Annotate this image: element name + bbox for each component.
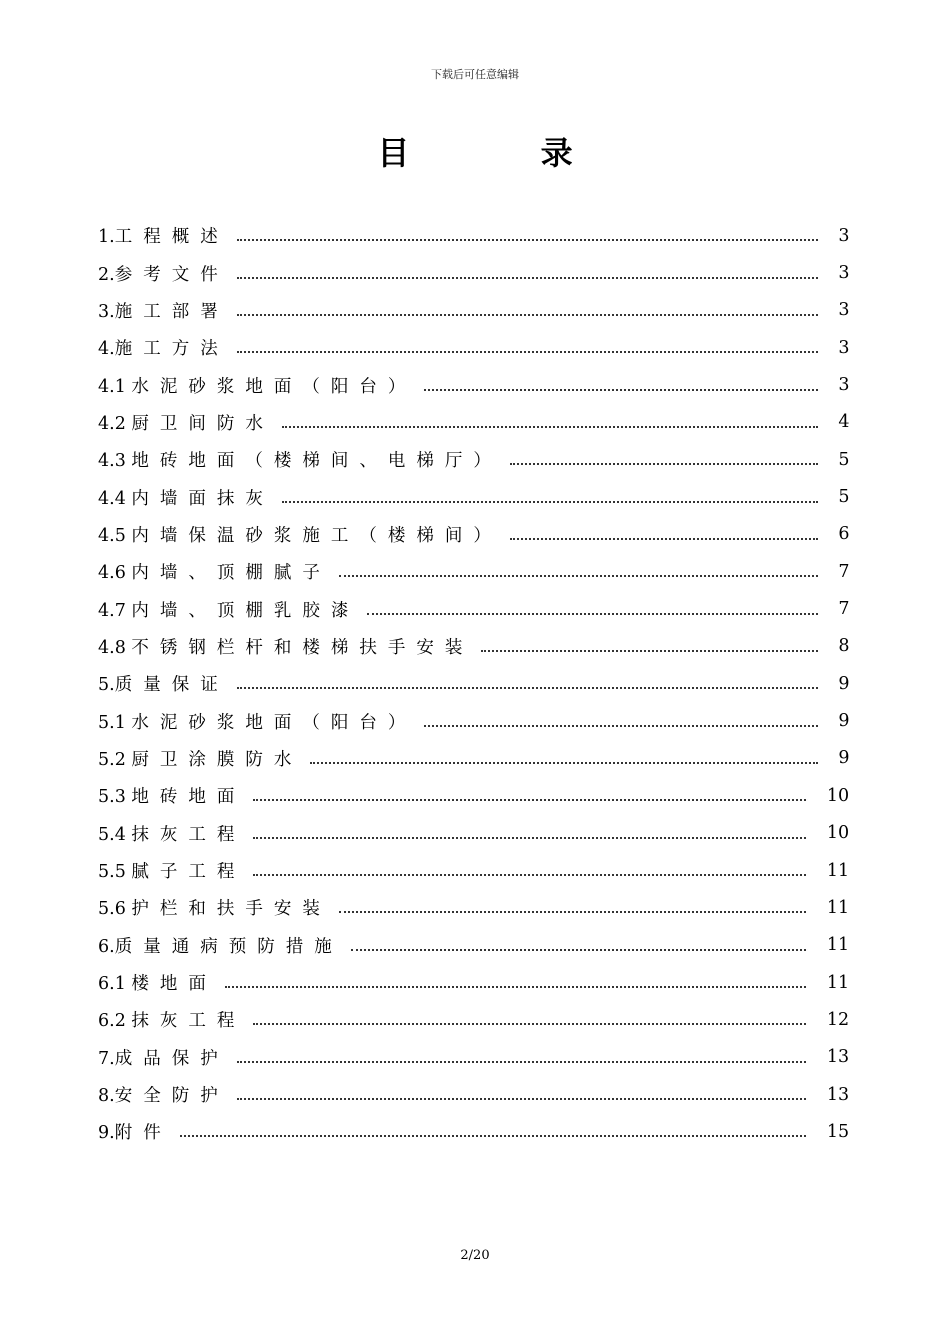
toc-text: 参考文件 [114,264,229,285]
toc-entry[interactable] [98,441,858,478]
toc-entry[interactable] [98,553,858,590]
dot-leader [367,612,818,615]
toc-entry[interactable] [98,927,858,964]
toc-page-number: 12 [826,1009,850,1030]
toc-entry[interactable] [98,404,858,441]
toc-number: 1. [98,227,115,248]
toc-entry[interactable] [98,665,858,702]
toc-label [98,895,331,920]
dot-leader [351,948,806,951]
dot-leader [237,276,818,279]
toc-number: 5.4 [98,824,132,845]
table-of-contents [98,217,858,1151]
toc-label [98,559,331,584]
toc-text: 内墙保温砂浆施工（楼梯间） [131,525,502,546]
toc-page-number: 3 [838,375,850,396]
toc-text: 内墙面抹灰 [131,488,274,509]
toc-number: 4.6 [98,563,132,584]
toc-label [98,373,416,398]
toc-number: 4.5 [98,525,132,546]
dot-leader [510,537,818,540]
toc-text: 施工部署 [114,301,229,322]
toc-page-number: 3 [838,300,850,321]
dot-leader [253,1022,806,1025]
toc-page-number: 11 [826,972,850,993]
toc-number: 5. [98,675,115,696]
toc-page-number: 3 [838,225,850,246]
toc-text: 工程概述 [114,227,229,248]
toc-text: 地砖地面（楼梯间、电梯厅） [131,451,502,472]
toc-text: 内墙、顶棚乳胶漆 [131,600,360,621]
toc-entry[interactable] [98,217,858,254]
toc-text: 护栏和扶手安装 [131,899,331,920]
toc-text: 腻子工程 [131,862,246,883]
toc-page-number: 6 [838,524,850,545]
toc-entry[interactable] [98,777,858,814]
dot-leader [510,462,818,465]
dot-leader [282,425,818,428]
toc-number: 5.5 [98,862,132,883]
dot-leader [253,873,806,876]
toc-entry[interactable] [98,329,858,366]
toc-number: 4.3 [98,451,132,472]
toc-number: 4.2 [98,413,132,434]
dot-leader [237,1060,806,1063]
toc-label [98,634,473,659]
toc-label [98,1082,229,1107]
dot-leader [424,724,818,727]
page-header: 下载后可任意编辑 [431,68,519,81]
toc-number: 5.3 [98,787,132,808]
toc-page-number: 5 [838,449,850,470]
toc-entry[interactable] [98,964,858,1001]
toc-number: 9. [98,1123,115,1144]
toc-entry[interactable] [98,254,858,291]
toc-text: 安全防护 [114,1086,229,1107]
toc-text: 成品保护 [114,1048,229,1069]
toc-number: 6.1 [98,974,132,995]
toc-text: 水泥砂浆地面（阳台） [131,712,417,733]
toc-page-number: 9 [838,711,850,732]
toc-entry[interactable] [98,815,858,852]
dot-leader [339,910,806,913]
dot-leader [237,238,818,241]
toc-entry[interactable] [98,628,858,665]
toc-number: 5.2 [98,749,132,770]
page-title: 目 录 [377,134,633,172]
toc-text: 地砖地面 [131,787,246,808]
toc-entry[interactable] [98,1039,858,1076]
toc-label [98,1045,229,1070]
toc-number: 6. [98,936,115,957]
toc-text: 厨卫间防水 [131,413,274,434]
toc-entry[interactable] [98,1076,858,1113]
toc-text: 不锈钢栏杆和楼梯扶手安装 [131,637,474,658]
toc-number: 3. [98,301,115,322]
dot-leader [339,574,818,577]
toc-page-number: 10 [826,785,850,806]
toc-text: 厨卫涂膜防水 [131,749,303,770]
toc-label [98,447,502,472]
toc-page-number: 11 [826,860,850,881]
toc-page-number: 3 [838,337,850,358]
dot-leader [310,761,818,764]
toc-page-number: 9 [838,673,850,694]
toc-page-number: 11 [826,897,850,918]
dot-leader [253,836,806,839]
dot-leader [180,1134,806,1137]
dot-leader [237,686,818,689]
toc-page-number: 3 [838,263,850,284]
toc-page-number: 11 [826,935,850,956]
toc-entry[interactable] [98,366,858,403]
toc-number: 5.1 [98,712,132,733]
toc-label [98,746,302,771]
dot-leader [237,1097,806,1100]
toc-page-number: 10 [826,823,850,844]
toc-entry[interactable] [98,292,858,329]
toc-label [98,671,229,696]
toc-text: 附件 [114,1123,172,1144]
toc-label [98,335,229,360]
toc-label [98,933,343,958]
toc-entry[interactable] [98,852,858,889]
toc-number: 7. [98,1048,115,1069]
toc-page-number: 7 [838,599,850,620]
toc-number: 5.6 [98,899,132,920]
toc-text: 抹灰工程 [131,1011,246,1032]
toc-entry[interactable] [98,740,858,777]
toc-label [98,522,502,547]
toc-label [98,223,229,248]
toc-text: 抹灰工程 [131,824,246,845]
dot-leader [253,798,806,801]
toc-number: 4.8 [98,637,132,658]
toc-label [98,1007,245,1032]
toc-label [98,410,274,435]
toc-page-number: 9 [838,748,850,769]
toc-entry[interactable] [98,478,858,515]
toc-entry[interactable] [98,889,858,926]
toc-label [98,261,229,286]
toc-number: 6.2 [98,1011,132,1032]
toc-entry[interactable] [98,1113,858,1150]
toc-number: 4.1 [98,376,132,397]
dot-leader [424,388,818,391]
toc-page-number: 5 [838,487,850,508]
dot-leader [237,313,818,316]
toc-number: 8. [98,1086,115,1107]
toc-entry[interactable] [98,702,858,739]
dot-leader [225,985,806,988]
toc-page-number: 15 [826,1121,850,1142]
toc-label [98,709,416,734]
page-number-footer: 2/20 [460,1248,490,1263]
toc-number: 4. [98,339,115,360]
toc-entry[interactable] [98,590,858,627]
toc-text: 质量通病预防措施 [114,936,343,957]
toc-entry[interactable] [98,1001,858,1038]
toc-text: 水泥砂浆地面（阳台） [131,376,417,397]
toc-label [98,970,217,995]
toc-label [98,1119,172,1144]
dot-leader [481,649,818,652]
toc-text: 质量保证 [114,675,229,696]
toc-page-number: 7 [838,561,850,582]
toc-label [98,783,245,808]
toc-page-number: 8 [838,636,850,657]
toc-text: 楼地面 [131,974,217,995]
toc-label [98,858,245,883]
toc-page-number: 13 [826,1047,850,1068]
dot-leader [237,350,818,353]
toc-page-number: 4 [838,412,850,433]
toc-entry[interactable] [98,516,858,553]
toc-text: 施工方法 [114,339,229,360]
toc-number: 4.7 [98,600,132,621]
toc-number: 2. [98,264,115,285]
toc-page-number: 13 [826,1084,850,1105]
toc-number: 4.4 [98,488,132,509]
toc-text: 内墙、顶棚腻子 [131,563,331,584]
dot-leader [282,500,818,503]
toc-label [98,485,274,510]
toc-label [98,298,229,323]
toc-label [98,597,359,622]
toc-label [98,821,245,846]
